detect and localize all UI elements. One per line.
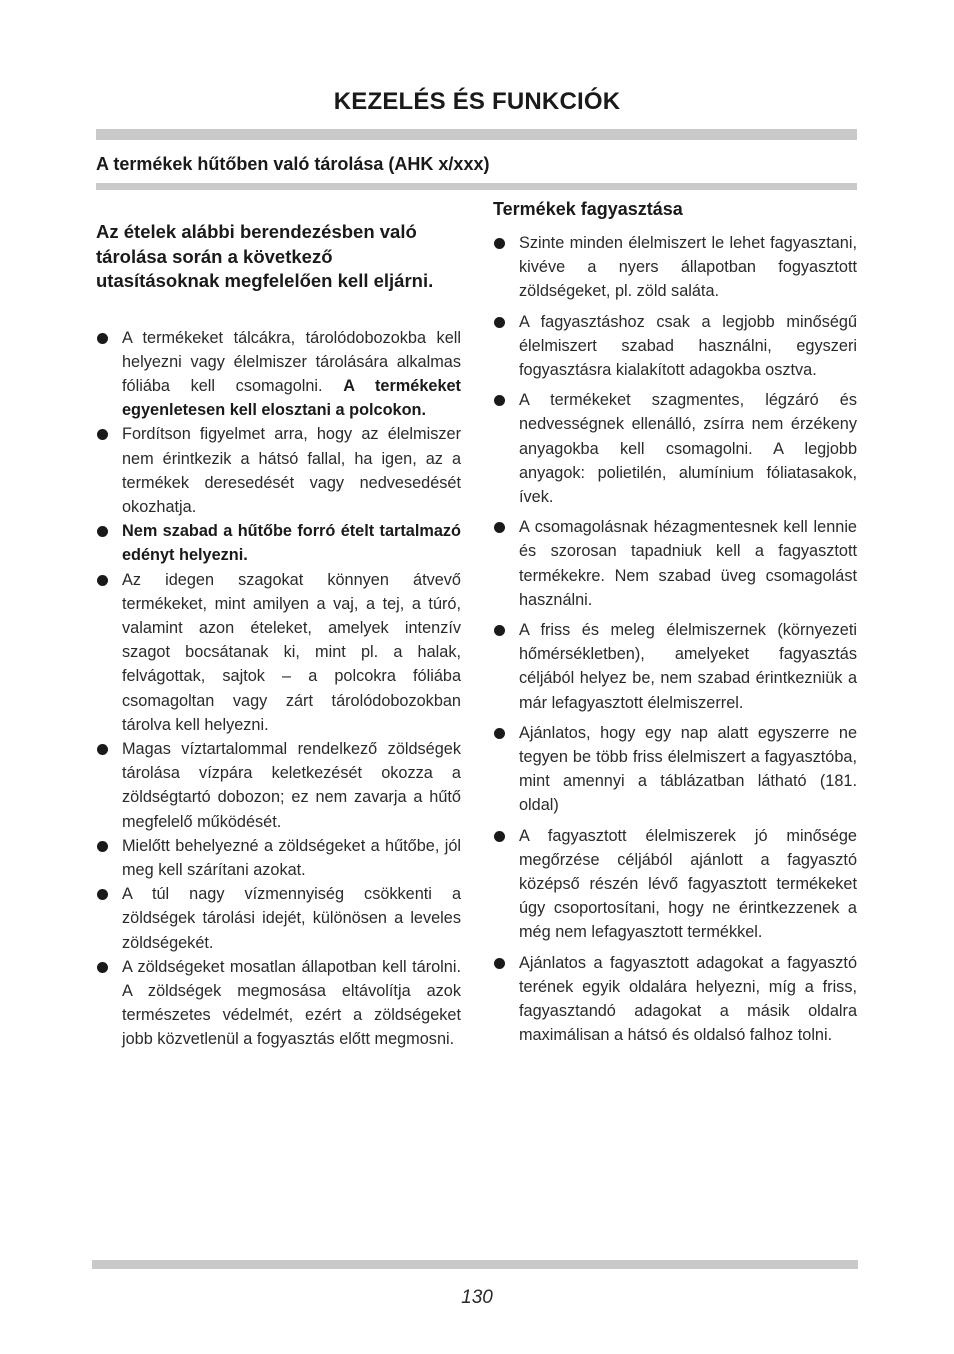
right-bullet-list	[493, 231, 857, 1048]
list-item	[96, 834, 461, 882]
right-column	[493, 199, 857, 1054]
bullet-icon	[494, 625, 505, 636]
list-item-text: Ajánlatos, hogy egy nap alatt egyszerre ne tegyen be több friss élelmiszert a fagyasztóba, mint amennyi a táblázatban látható (181. oldal)	[519, 723, 857, 815]
list-item-text: A zöldségeket mosatlan állapotban kell tárolni. A zöldségek megmosása eltávolítja azok természetes védelmét, ezért a zöldségeket jobb közvetlenül a fogyasztás előtt megmosni.	[122, 957, 461, 1049]
section-subtitle: A termékek hűtőben való tárolása (AHK x/xxx)	[96, 154, 490, 174]
page-title: KEZELÉS ÉS FUNKCIÓK	[333, 88, 621, 115]
bullet-icon	[97, 526, 108, 537]
list-item-text: Mielőtt behelyezné a zöldségeket a hűtőbe, jól meg kell szárítani azokat.	[122, 836, 461, 879]
list-item	[96, 955, 461, 1052]
left-bullet-list	[96, 326, 461, 1052]
bullet-icon	[494, 238, 505, 249]
list-item	[96, 882, 461, 955]
top-divider-bar	[96, 129, 857, 140]
list-item-text: Az idegen szagokat könnyen átvevő termékeket, mint amilyen a vaj, a tej, a túró, valamint azon ételeket, amelyek intenzív szagot bocsátanak ki, mint pl. a halak, felvágottak, sajtok – a polcokra fóliába csomagoltan vagy zárt tárolódobozokban tárolva kell helyezni.	[122, 570, 461, 734]
list-item	[96, 326, 461, 423]
list-item	[493, 824, 857, 945]
subtitle-divider-bar	[96, 183, 857, 190]
list-item-text: A friss és meleg élelmiszernek (környezeti hőmérsékletben), amelyeket fagyasztás céljából helyez be, nem szabad érintkezniük a már lefagyasztott élelmiszerrel.	[519, 621, 857, 712]
list-item	[96, 519, 461, 567]
list-item	[96, 568, 461, 737]
list-item-text: Ajánlatos a fagyasztott adagokat a fagyasztó terének egyik oldalára helyezni, míg a friss, fagyasztandó adagokat a másik oldalra maximálisan a hátsó és oldalsó falhoz tolni.	[519, 953, 857, 1045]
bottom-divider-bar	[92, 1260, 858, 1269]
list-item	[493, 951, 857, 1048]
bullet-icon	[494, 728, 505, 739]
list-item	[493, 721, 857, 818]
bullet-icon	[97, 575, 108, 586]
freezing-heading: Termékek fagyasztása	[493, 199, 683, 219]
list-item-text: A fagyasztott élelmiszerek jó minősége megőrzése céljából ajánlott a fagyasztó középső részén lévő fagyasztott termékeket úgy csoportosítani, hogy ne érintkezzenek a még nem lefagyasztott termékkel.	[519, 826, 857, 942]
bullet-icon	[97, 333, 108, 344]
list-item-text: A termékeket szagmentes, légzáró és nedvességnek ellenálló, zsírra nem érzékeny anyagokba kell csomagolni. A legjobb anyagok: polietilén, alumínium fóliatasakok, ívek.	[519, 391, 857, 507]
page-number: 130	[461, 1287, 493, 1308]
list-item-text: A csomagolásnak hézagmentesnek kell lennie és szorosan tapadniuk kell a fagyasztott termékekre. Nem szabad üveg csomagolást használni.	[519, 518, 857, 609]
intro-text: Az ételek alábbi berendezésben való tárolása során a következő utasításoknak megfelelően kell eljárni.	[96, 221, 434, 291]
bullet-icon	[494, 395, 505, 406]
list-item-text: A túl nagy vízmennyiség csökkenti a zöldségek tárolási idejét, különösen a leveles zöldségekét.	[122, 885, 461, 952]
bullet-icon	[97, 429, 108, 440]
bullet-icon	[494, 831, 505, 842]
bullet-icon	[97, 744, 108, 755]
list-item	[493, 618, 857, 715]
list-item-text: A termékeket tálcákra, tárolódobozokba kell helyezni vagy élelmiszer tárolására alkalmas fóliába kell csomagolni.	[122, 328, 461, 395]
list-item-bold-text: A termékeket egyenletesen kell elosztani a polcokon.	[122, 376, 461, 420]
bullet-icon	[97, 889, 108, 900]
list-item	[96, 737, 461, 834]
list-item	[493, 515, 857, 612]
bullet-icon	[494, 522, 505, 533]
bullet-icon	[494, 958, 505, 969]
list-item	[493, 388, 857, 509]
list-item	[493, 231, 857, 304]
bullet-icon	[97, 962, 108, 973]
list-item-text: Szinte minden élelmiszert le lehet fagyasztani, kivéve a nyers állapotban fogyasztott zöldségeket, pl. zöld saláta.	[519, 234, 857, 301]
list-item	[493, 310, 857, 383]
bullet-icon	[97, 841, 108, 852]
list-item-text: Magas víztartalommal rendelkező zöldségek tárolása vízpára keletkezését okozza a zöldségtartó dobozon; ez nem zavarja a hűtő megfelelő működését.	[122, 739, 461, 831]
list-item-text: Nem szabad a hűtőbe forró ételt tartalmazó edényt helyezni.	[122, 522, 461, 565]
list-item-text: Fordítson figyelmet arra, hogy az élelmiszer nem érintkezik a hátsó fallal, ha igen, az a termékek deresedését vagy nedvesedését okozhatja.	[122, 425, 461, 516]
bullet-icon	[494, 317, 505, 328]
list-item-text: A fagyasztáshoz csak a legjobb minőségű élelmiszert szabad használni, egyszeri fogyasztásra kialakított adagokba osztva.	[519, 312, 857, 380]
left-column	[96, 220, 461, 1052]
list-item	[96, 422, 461, 519]
